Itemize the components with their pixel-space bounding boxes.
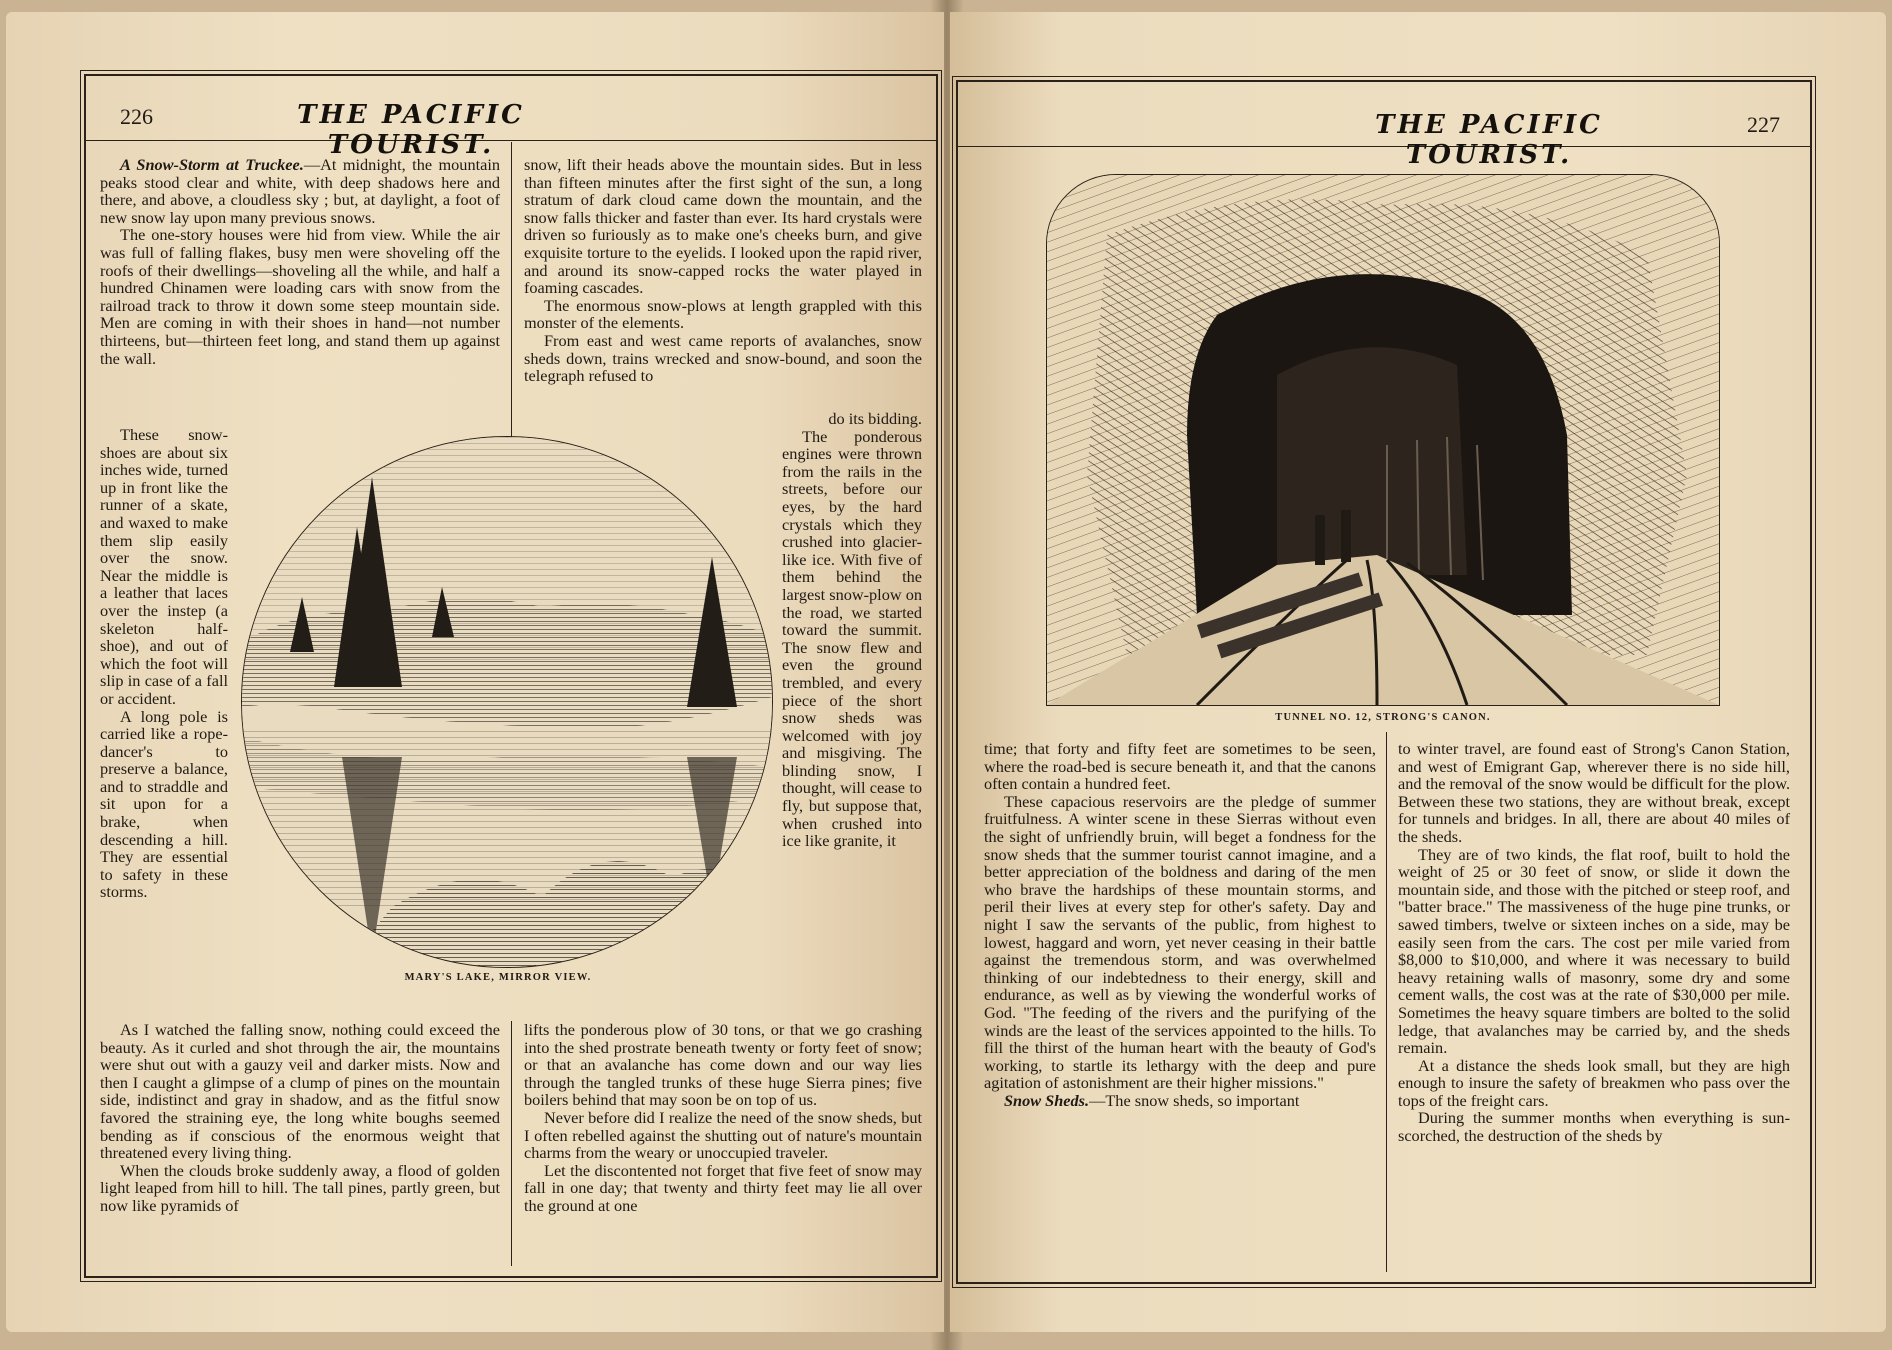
paragraph: These capacious reservoirs are the pledge of summer fruitfulness. A winter scene in these Sierras without even the sight of unfriendly bruin, will beget a fondness for the snow sheds that the summer tourist cannot imagine, and a better appreciation of the boldness and daring of the men who brave the hardships of these mountain storms, and peril their lives at every step for other's safety. Day and night I saw the servants of the public, from highest to lowest, haggard and worn, yet never ceasing in their battle against the tremendous storm, and was overwhelmed thinking of our indebtedness to their energy, skill and endurance, as well as by viewing the wonderful works of God. "The feeding of the rivers and the purifying of the winds are the least of the services appointed to the hills. To fill the thirst of the human heart with the beauty of God's working, to startle its lethargy with the deep and pure agitation of astonishment are their higher missions." [984,791,1376,1093]
paragraph: The enormous snow-plows at length grappled with this monster of the elements. [524,295,922,333]
running-title: THE PACIFIC TOURIST. [1375,110,1603,170]
section-heading: A Snow-Storm at Truckee. [120,155,304,174]
paragraph: time; that forty and fifty feet are sometimes to be seen, where the road-bed is secure beneath it, and that the canons often contain a hundred feet. [984,739,1376,794]
right-page [950,12,1886,1332]
paragraph: During the summer months when everything is sun-scorched, the destruction of the sheds by [1398,1108,1790,1146]
right-page-frame [956,80,1812,1284]
right-col1 [984,740,1376,1109]
paragraph: These snow-shoes are about six inches wide, turned up in front like the runner of a skate, and waxed to make them slip easily over the snow. Near the middle is a leather that laces over the instep (a skeleton half-shoe), and out of which the foot will slip in case of a fall or accident. [100,425,228,708]
paragraph-text: —At midnight, the mountain peaks stood clear and white, with deep shadows here and there, and above, a cloudless sky ; but, at daylight, a foot of new snow lay upon many previous snows. [100,155,500,227]
illustration-caption: MARY'S LAKE, MIRROR VIEW. [404,972,592,983]
right-col2 [1398,740,1790,1145]
paragraph: They are of two kinds, the flat roof, built to hold the weight of 25 or 30 feet of snow, or slide it down the mountain side, and those with the pitched or steep roof, and "batter brace." The massiveness of the huge pine trunks, or sawed timbers, twelve or sixteen inches on a side, may be easily seen from the cars. The cost per mile varied from $8,000 to $10,000, and where it was necessary to build heavy retaining walls of masonry, some dry and some cement walls, the cost was at the rate of $30,000 per mile. Sometimes the heavy square timbers are bolted to the solid ledge, that avalanches may be carried by, and the sheds remain. [1398,844,1790,1058]
paragraph: From east and west came reports of avalanches, snow sheds down, trains wrecked and snow-bound, and soon the telegraph refused to [524,330,922,386]
tunnel-engraving-icon [1047,175,1719,705]
left-col2-narrow [782,410,922,850]
section-heading: Snow Sheds. [1004,1090,1090,1110]
left-page-header [86,76,936,160]
lake-engraving-icon [242,437,772,967]
tunnel-illustration [1046,174,1720,706]
paragraph: lifts the ponderous plow of 30 tons, or that we go crashing into the shed prostrate beneath twenty or forty feet of snow; or that an avalanche has come down and our way lies through the tangled trunks of these huge Sierra pines; five boilers behind that may soon be on top of us. [524,1020,922,1110]
left-page-frame [84,74,938,1278]
paragraph: When the clouds broke suddenly away, a flood of golden light leaped from hill to hill. The tall pines, partly green, but now like pyramids of [100,1160,500,1215]
right-page-header [958,82,1810,170]
column-rule [1386,732,1387,1272]
left-col1-top [100,156,500,367]
page-number: 226 [120,104,153,129]
illustration-caption: TUNNEL NO. 12, STRONG'S CANON. [1275,712,1491,723]
paragraph: The one-story houses were hid from view. While the air was full of falling flakes, busy men were shoveling off the roofs of their dwellings—shoveling all the while, and half a hundred Chinamen were loading cars with snow from the railroad track to throw it down some steep mountain side. Men are coming in with their shoes in hand—not number thirteens, but—thirteen feet long, and stand them up against the wall. [100,225,500,368]
paragraph: At a distance the sheds look small, but they are high enough to insure the safety of breakmen who pass over the tops of the freight cars. [1398,1055,1790,1110]
page-number: 227 [1747,112,1780,137]
column-rule [511,142,512,472]
paragraph: The ponderous engines were thrown from the rails in the streets, before our eyes, by the hard crystals which they crushed into glacier-like ice. With five of them behind the largest snow-plow on the road, we started toward the summit. The snow flew and even the ground trembled, and every piece of the short snow sheds was welcomed with joy and misgiving. The blinding snow, I thought, will cease to fly, but suppose that, when crushed into ice like granite, it [782,426,922,851]
paragraph [100,156,500,226]
paragraph: Never before did I realize the need of the snow sheds, but I often rebelled against the shutting out of nature's mountain charms from the weary or unoccupied traveler. [524,1107,922,1163]
paragraph: snow, lift their heads above the mountain sides. But in less than fifteen minutes after the first sight of the sun, a long stratum of dark cloud came down the mountain, and the snow falls thicker and faster than ever. Its hard crystals were driven so furiously as to make one's cheeks burn, and give exquisite torture to the eyelids. I looked upon the rapid river, and around its snow-capped rocks the water played in foaming cascades. [524,155,922,298]
column-rule [511,1021,512,1266]
paragraph: do its bidding. [828,409,922,428]
left-col1-bottom [100,1021,500,1215]
running-title: THE PACIFIC TOURIST. [297,100,525,160]
paragraph: A long pole is carried like a rope-dancer's to preserve a balance, and to straddle and sit upon for a brake, when descending a hill. They are essential to safety in these storms. [100,706,228,902]
left-col2-bottom [524,1021,922,1215]
left-col1-narrow [100,426,228,901]
lake-illustration [241,436,773,968]
paragraph: to winter travel, are found east of Strong's Canon Station, and west of Emigrant Gap, wherever there is no side hill, and the removal of the snow would be difficult for the plow. Between these two stations, they are without break, except for tunnels and bridges. In all, there are about 40 miles of the sheds. [1398,739,1791,846]
paragraph-text: —The snow sheds, so important [1089,1090,1300,1110]
paragraph: Let the discontented not forget that five feet of snow may fall in one day; that twenty and thirty feet may lie all over the ground at one [524,1160,922,1215]
left-page [6,12,944,1332]
paragraph [984,1092,1376,1110]
left-col2-top [524,156,922,385]
paragraph: As I watched the falling snow, nothing could exceed the beauty. As it curled and shot through the air, the mountains were shut out with a gauzy veil and darker mists. Now and then I caught a glimpse of a clump of pines on the mountain side, indistinct and gray in shadow, and as the fitful snow favored the straining eye, the long white boughs seemed bending as if conscious of the enormous weight that threatened every living thing. [100,1020,500,1163]
